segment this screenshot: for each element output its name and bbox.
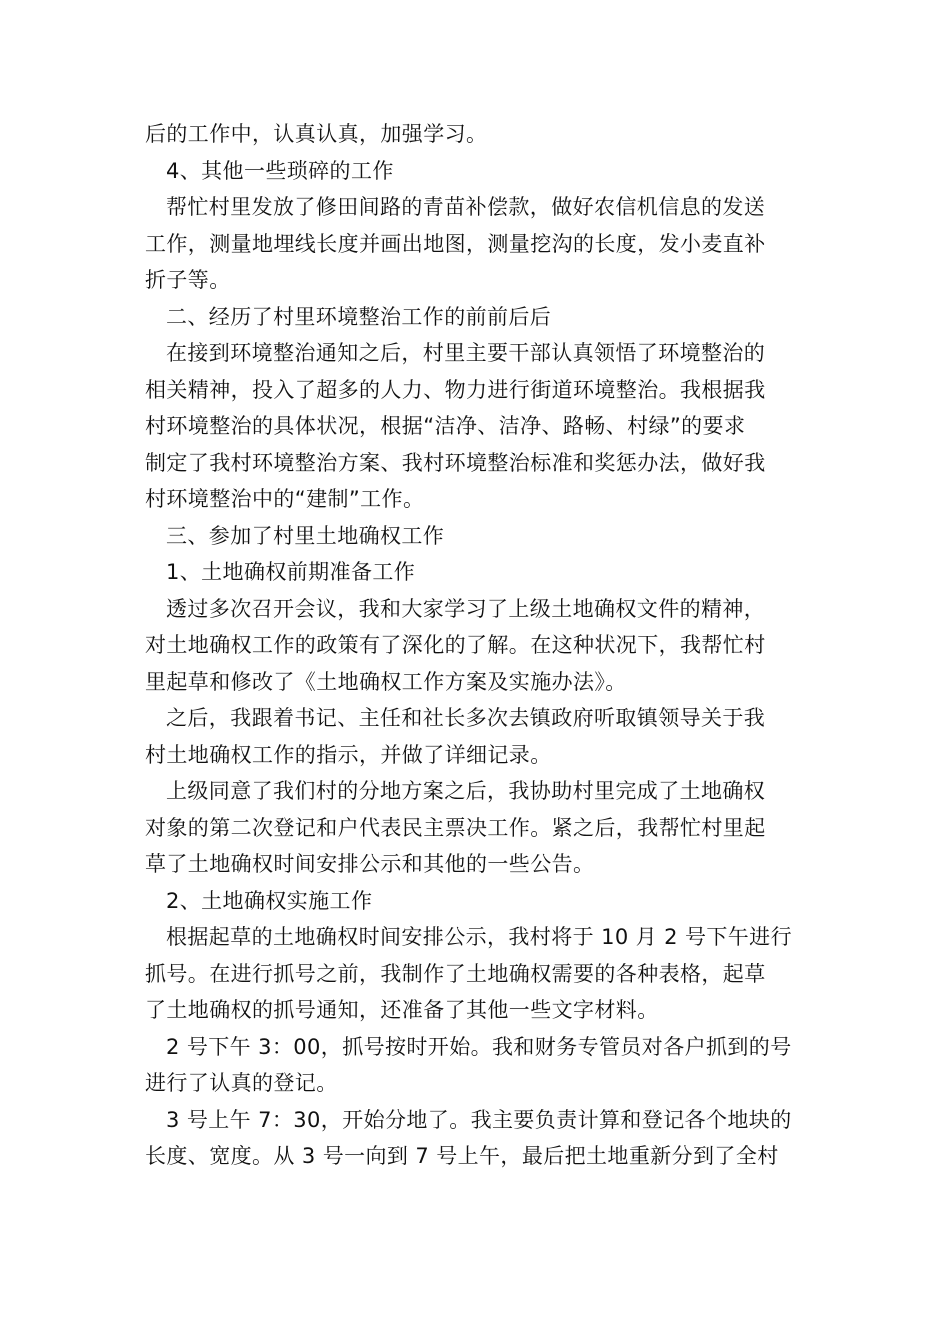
text-line: 2 号下午 3：00，抓号按时开始。我和财务专管员对各户抓到的号	[166, 1034, 792, 1059]
text-line: 工作，测量地埋线长度并画出地图，测量挖沟的长度，发小麦直补	[145, 231, 766, 256]
text-line: 了土地确权的抓号通知，还准备了其他一些文字材料。	[145, 998, 659, 1022]
text-line: 上级同意了我们村的分地方案之后，我协助村里完成了土地确权	[166, 779, 766, 803]
text-line: 透过多次召开会议，我和大家学习了上级土地确权文件的精神，	[166, 596, 766, 621]
text-line: 相关精神，投入了超多的人力、物力进行街道环境整治。我根据我	[145, 377, 766, 402]
text-line: 3 号上午 7：30，开始分地了。我主要负责计算和登记各个地块的	[166, 1107, 792, 1132]
text-line: 里起草和修改了《土地确权工作方案及实施办法》。	[145, 669, 627, 694]
text-line: 村环境整治中的“建制”工作。	[145, 487, 425, 511]
text-line: 折子等。	[145, 268, 231, 292]
text-line: 二、经历了村里环境整治工作的前前后后	[166, 304, 552, 329]
text-line: 对象的第二次登记和户代表民主票决工作。紧之后，我帮忙村里起	[145, 815, 766, 840]
text-line: 村环境整治的具体状况，根据“洁净、洁净、路畅、村绿”的要求	[145, 414, 746, 438]
text-line: 村土地确权工作的指示，并做了详细记录。	[145, 742, 552, 767]
text-line: 对土地确权工作的政策有了深化的了解。在这种状况下，我帮忙村	[145, 633, 766, 657]
text-line: 长度、宽度。从 3 号一向到 7 号上午，最后把土地重新分到了全村	[145, 1144, 779, 1168]
text-line: 4、其他一些琐碎的工作	[166, 158, 394, 183]
text-line: 1、土地确权前期准备工作	[166, 560, 416, 584]
document-body	[145, 116, 810, 1175]
text-line: 草了土地确权时间安排公示和其他的一些公告。	[145, 852, 595, 876]
text-line: 抓号。在进行抓号之前，我制作了土地确权需要的各种表格，起草	[145, 961, 766, 986]
text-line: 帮忙村里发放了修田间路的青苗补偿款，做好农信机信息的发送	[166, 195, 766, 219]
text-line: 后的工作中，认真认真，加强学习。	[145, 122, 488, 146]
text-line: 之后，我跟着书记、主任和社长多次去镇政府听取镇领导关于我	[166, 706, 766, 730]
text-line: 2、土地确权实施工作	[166, 888, 373, 913]
text-line: 三、参加了村里土地确权工作	[166, 523, 445, 548]
text-line: 进行了认真的登记。	[145, 1071, 338, 1095]
text-line: 根据起草的土地确权时间安排公示，我村将于 10 月 2 号下午进行	[166, 925, 792, 949]
text-line: 制定了我村环境整治方案、我村环境整治标准和奖惩办法，做好我	[145, 450, 766, 475]
text-line: 在接到环境整治通知之后，村里主要干部认真领悟了环境整治的	[166, 341, 766, 365]
